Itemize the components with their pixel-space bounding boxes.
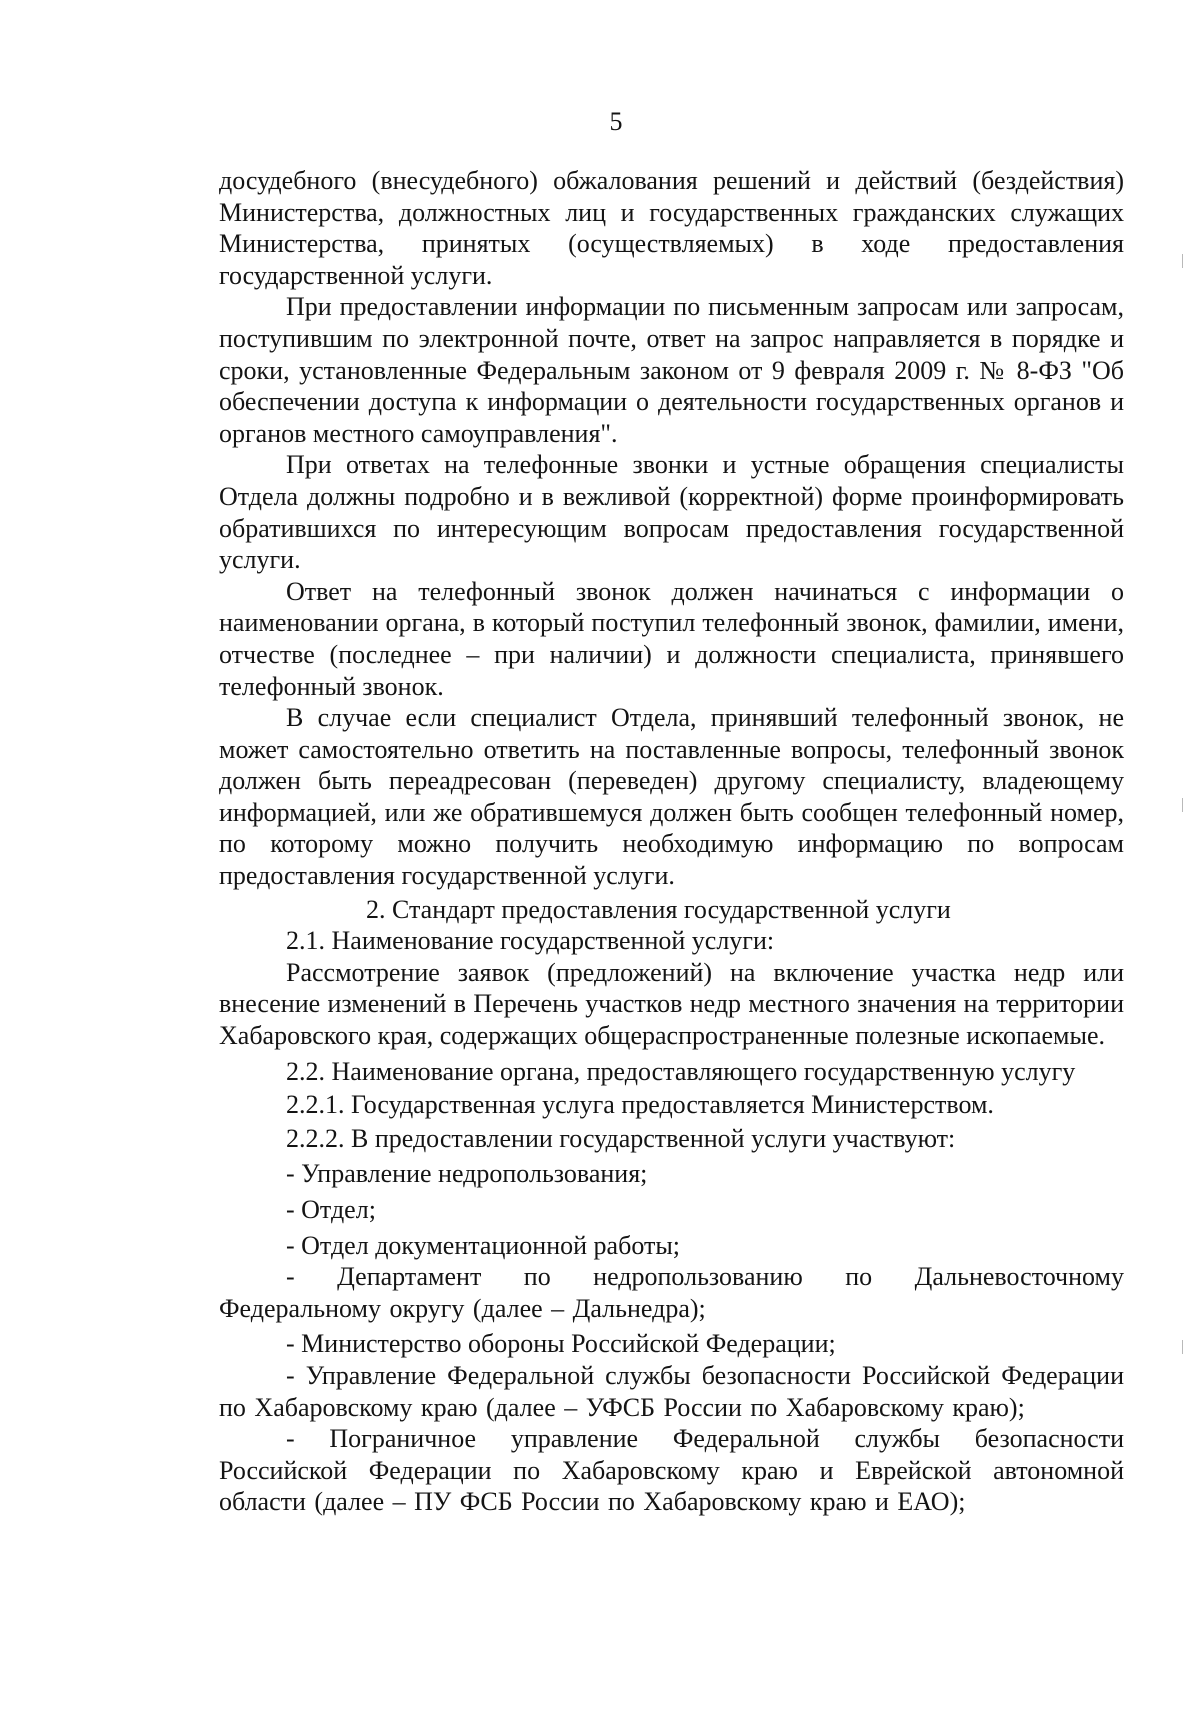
paragraph-phone-calls: При ответах на телефонные звонки и устные обращения специалисты Отдела должны подробно и в вежливой (корректной) форме проинформировать обратившихся по интересующим вопросам предоставления государственной услуги.: [219, 450, 1124, 575]
paragraph-appeal-procedure: досудебного (внесудебного) обжалования решений и действий (бездействия) Министерства, должностных лиц и государственных гражданских служащих Министерства, принятых (осуществляемых) в ходе предоставления государственной услуги.: [219, 166, 1124, 290]
page-number: 5: [609, 107, 623, 136]
participant-item: - Министерство обороны Российской Федерации;: [286, 1329, 836, 1359]
scan-margin-mark: [1182, 1340, 1183, 1354]
subsection-2-1-text: Рассмотрение заявок (предложений) на включение участка недр или внесение изменений в Перечень участков недр местного значения на территории Хабаровского края, содержащих общераспространенные полезные ископаемые.: [219, 957, 1124, 1051]
scan-margin-mark: [1182, 254, 1183, 268]
subsection-2-2-2: 2.2.2. В предоставлении государственной услуги участвуют:: [286, 1123, 956, 1153]
participant-item: - Департамент по недропользованию по Дальневосточному Федеральному округу (далее – Дальнедра);: [219, 1262, 1124, 1323]
scan-margin-mark: [1182, 798, 1183, 812]
section-heading: 2. Стандарт предоставления государственной услуги: [366, 894, 951, 924]
paragraph-phone-answer: Ответ на телефонный звонок должен начинаться с информации о наименовании органа, в который поступил телефонный звонок, фамилии, имени, отчестве (последнее – при наличии) и должности специалиста, принявшего телефонный звонок.: [219, 576, 1124, 701]
paragraph-call-redirect: В случае если специалист Отдела, принявший телефонный звонок, не может самостоятельно ответить на поставленные вопросы, телефонный звонок должен быть переадресован (переведен) другому специалисту, владеющему информацией, или же обратившемуся должен быть сообщен телефонный номер, по которому можно получить необходимую информацию по вопросам предоставления государственной услуги.: [219, 703, 1124, 891]
document-body: [219, 165, 1124, 1518]
participant-item: - Управление недропользования;: [286, 1159, 648, 1189]
subsection-2-2-title: 2.2. Наименование органа, предоставляющего государственную услугу: [286, 1056, 1076, 1086]
participant-item: - Отдел;: [286, 1195, 376, 1224]
participant-item: - Пограничное управление Федеральной службы безопасности Российской Федерации по Хабаровскому краю и Еврейской автономной области (далее – ПУ ФСБ России по Хабаровскому краю и ЕАО);: [219, 1424, 1124, 1517]
participant-item: - Отдел документационной работы;: [286, 1230, 681, 1260]
paragraph-written-requests: При предоставлении информации по письменным запросам или запросам, поступившим по электронной почте, ответ на запрос направляется в порядке и сроки, установленные Федеральным законом от 9 февраля 2009 г. № 8-ФЗ "Об обеспечении доступа к информации о деятельности государственных органов и органов местного самоуправления".: [219, 292, 1124, 448]
participant-item: - Управление Федеральной службы безопасности Российской Федерации по Хабаровскому краю (далее – УФСБ России по Хабаровскому краю);: [219, 1360, 1124, 1422]
subsection-2-1-title: 2.1. Наименование государственной услуги:: [286, 926, 775, 956]
subsection-2-2-1: 2.2.1. Государственная услуга предоставляется Министерством.: [286, 1090, 994, 1120]
